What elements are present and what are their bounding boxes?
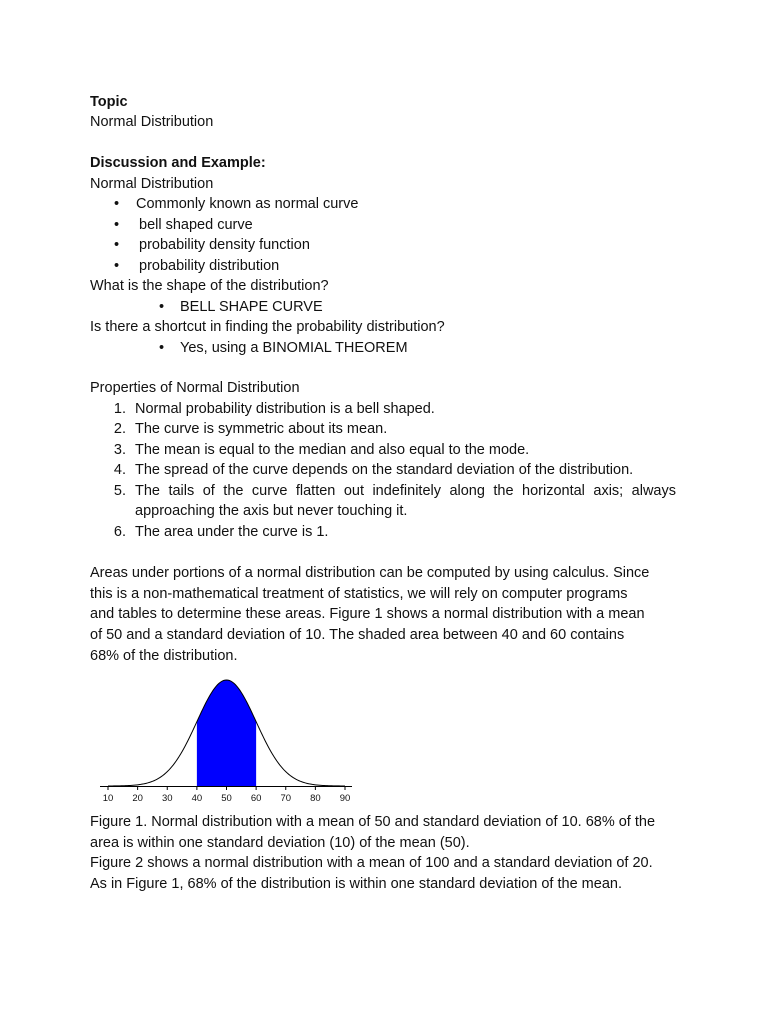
list-number: 6.	[113, 524, 126, 540]
list-number: 5.	[113, 483, 126, 499]
shaded-area	[197, 680, 256, 786]
list-item: Normal probability distribution is a bell shaped.	[135, 401, 435, 417]
paragraph-line: Areas under portions of a normal distribution can be computed by using calculus. Since	[90, 565, 650, 581]
paragraph-line: As in Figure 1, 68% of the distribution is within one standard deviation of the mean.	[90, 876, 622, 892]
bullet-dot: •	[114, 258, 120, 274]
x-tick-label: 50	[221, 793, 232, 804]
bullet-dot: •	[159, 299, 165, 315]
list-number: 3.	[113, 442, 126, 458]
figure-caption-line: area is within one standard deviation (10) of the mean (50).	[90, 835, 470, 851]
list-number: 4.	[113, 462, 126, 478]
question: Is there a shortcut in finding the probability distribution?	[90, 319, 445, 335]
x-tick-label: 40	[191, 793, 203, 804]
paragraph-line: Figure 2 shows a normal distribution with a mean of 100 and a standard deviation of 20.	[90, 855, 653, 871]
question: What is the shape of the distribution?	[90, 278, 329, 294]
x-axis-ticks	[103, 787, 351, 805]
list-item: The spread of the curve depends on the standard deviation of the distribution.	[135, 462, 634, 478]
list-number: 1.	[113, 401, 126, 417]
bullet-dot: •	[114, 196, 120, 212]
bullet-item: Commonly known as normal curve	[136, 196, 359, 212]
list-number: 2.	[113, 421, 126, 437]
x-tick-label: 60	[250, 793, 262, 804]
bullet-item: probability distribution	[139, 258, 280, 274]
discussion-subheading: Normal Distribution	[90, 176, 214, 192]
bullet-item: probability density function	[139, 237, 310, 253]
topic-heading: Topic	[90, 94, 128, 110]
x-tick-label: 70	[280, 793, 292, 804]
answer: Yes, using a BINOMIAL THEOREM	[180, 340, 408, 356]
list-item: The curve is symmetric about its mean.	[135, 421, 388, 437]
x-tick-label: 20	[132, 793, 143, 804]
list-item-continuation: approaching the axis but never touching it.	[135, 503, 408, 519]
paragraph-line: this is a non-mathematical treatment of statistics, we will rely on computer programs	[90, 586, 628, 602]
paragraph-line: 68% of the distribution.	[90, 648, 238, 664]
normal-distribution-figure	[100, 672, 360, 808]
list-item: The mean is equal to the median and also equal to the mode.	[135, 442, 530, 458]
x-tick-label: 80	[310, 793, 321, 804]
properties-heading: Properties of Normal Distribution	[90, 380, 300, 396]
x-tick-label: 30	[161, 793, 173, 804]
list-item: The tails of the curve flatten out indefinitely along the horizontal axis; always	[135, 483, 676, 499]
x-tick-label: 90	[339, 793, 351, 804]
bullet-dot: •	[114, 237, 120, 253]
figure-caption-line: Figure 1. Normal distribution with a mean of 50 and standard deviation of 10. 68% of the	[90, 814, 656, 830]
bullet-item: bell shaped curve	[139, 217, 253, 233]
bullet-dot: •	[114, 217, 120, 233]
paragraph-line: of 50 and a standard deviation of 10. The shaded area between 40 and 60 contains	[90, 627, 625, 643]
list-item: The area under the curve is 1.	[135, 524, 329, 540]
paragraph-line: and tables to determine these areas. Figure 1 shows a normal distribution with a mean	[90, 606, 645, 622]
topic-value: Normal Distribution	[90, 114, 214, 130]
bullet-dot: •	[159, 340, 165, 356]
discussion-heading: Discussion and Example:	[90, 155, 266, 171]
x-tick-label: 10	[102, 793, 114, 804]
answer: BELL SHAPE CURVE	[180, 299, 323, 315]
